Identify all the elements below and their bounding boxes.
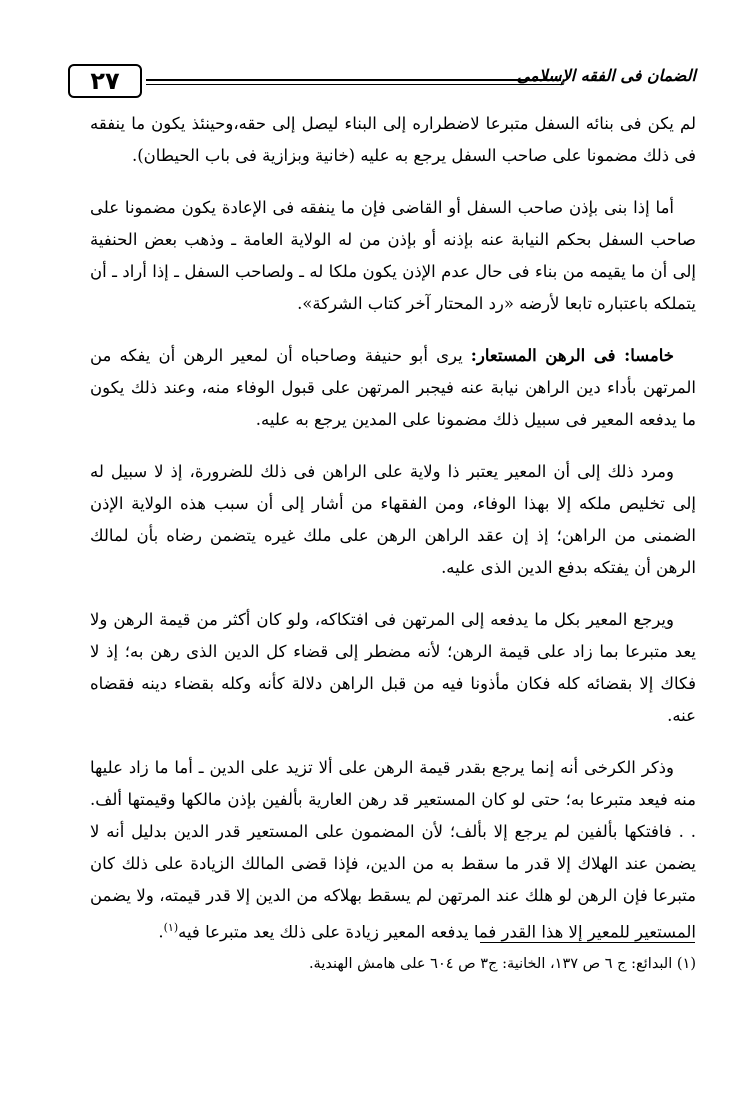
paragraph-text: يرى أبو حنيفة وصاحباه أن لمعير الرهن أن يفكه من المرتهن بأداء دين الراهن نيابة عنه فيجبر المرتهن على قبول الوفاء منه، وعند ذلك يكون ما يدفعه المعير فى سبيل ذلك مضمونا على المدين يرجع به عليه. <box>90 346 696 429</box>
body-text <box>90 108 696 969</box>
paragraph: ومرد ذلك إلى أن المعير يعتبر ذا ولاية على الراهن فى ذلك للضرورة، إذ لا سبيل له إلى تخليص ملكه إلا بهذا الوفاء، ومن الفقهاء من أشار إلى أن سبب هذه الولاية الإذن الضمنى من الراهن؛ إذ إن عقد الراهن الرهن على ملك غيره يتضمن رضاه بأن لمالك الرهن أن يفتكه بدفع الدين الذى عليه. <box>90 462 696 577</box>
paragraph: أما إذا بنى بإذن صاحب السفل أو القاضى فإن ما ينفقه فى الإعادة يكون مضمونا على صاحب السفل بحكم النيابة عنه بإذنه أو بإذن من له الولاية العامة ـ وذهب بعض الحنفية إلى أن ما يقيمه من بناء فى حال عدم الإذن يكون ملكا له ـ ولصاحب السفل ـ إذا أراد ـ أن يتملكه باعتباره تابعا لأرضه «رد المحتار آخر كتاب الشركة». <box>90 198 696 313</box>
paragraph-end: . <box>158 922 164 942</box>
footnote-separator <box>480 942 695 943</box>
paragraph-text: وذكر الكرخى أنه إنما يرجع بقدر قيمة الرهن على ألا تزيد على الدين ـ أما ما زاد عليها منه فيعد متبرعا به؛ حتى لو كان المستعير قد رهن العارية بألفين بإذن مالكها وقيمتها ألف. . . فافتكها بألفين لم يرجع إلا بألف؛ لأن المضمون على المستعير قدر الدين بدليل أنه لا يضمن عند الهلاك إلا قدر ما سقط به من الدين، فإذا قضى المالك الزيادة على ذلك كان متبرعا فإن الرهن لو هلك عند المرتهن لم يسقط بهلاكه من الدين إلا قدر قيمته، ولا يضمن المستعير للمعير إلا هذا القدر فما يدفعه المعير زيادة على ذلك يعد متبرعا فيه <box>90 758 696 942</box>
header-rule-thin <box>146 84 561 85</box>
paragraph <box>90 752 696 949</box>
running-header <box>68 60 696 106</box>
paragraph: لم يكن فى بنائه السفل متبرعا لاضطراره إلى البناء ليصل إلى حقه،وحينئذ يكون ما ينفقه فى ذلك مضمونا على صاحب السفل يرجع به عليه (خانية وبزازية فى باب الحيطان). <box>90 114 696 165</box>
page-number: ٢٧ <box>68 64 142 98</box>
footnote-marker: (١) <box>163 921 179 934</box>
paragraph: ويرجع المعير بكل ما يدفعه إلى المرتهن فى افتكاكه، ولو كان أكثر من قيمة الرهن ولا يعد متبرعا بما زاد على قيمة الرهن؛ لأنه مضطر إلى قضاء كل الدين الذى رهن به؛ إذ لا فكاك إلا بقضائه كله فكان مأذونا فيه من قبل الراهن دلالة كأنه وكله بقضاء دينه فقضاه عنه. <box>90 610 696 725</box>
header-rule <box>146 79 561 81</box>
paragraph <box>90 340 696 436</box>
running-title: الضمان فى الفقه الإسلامى <box>516 66 696 85</box>
section-heading: خامسا: فى الرهن المستعار: <box>470 346 675 365</box>
footnote: (١) البدائع: ج ٦ ص ١٣٧، الخانية: ج٣ ص ٦٠٤ على هامش الهندية. <box>308 956 696 972</box>
